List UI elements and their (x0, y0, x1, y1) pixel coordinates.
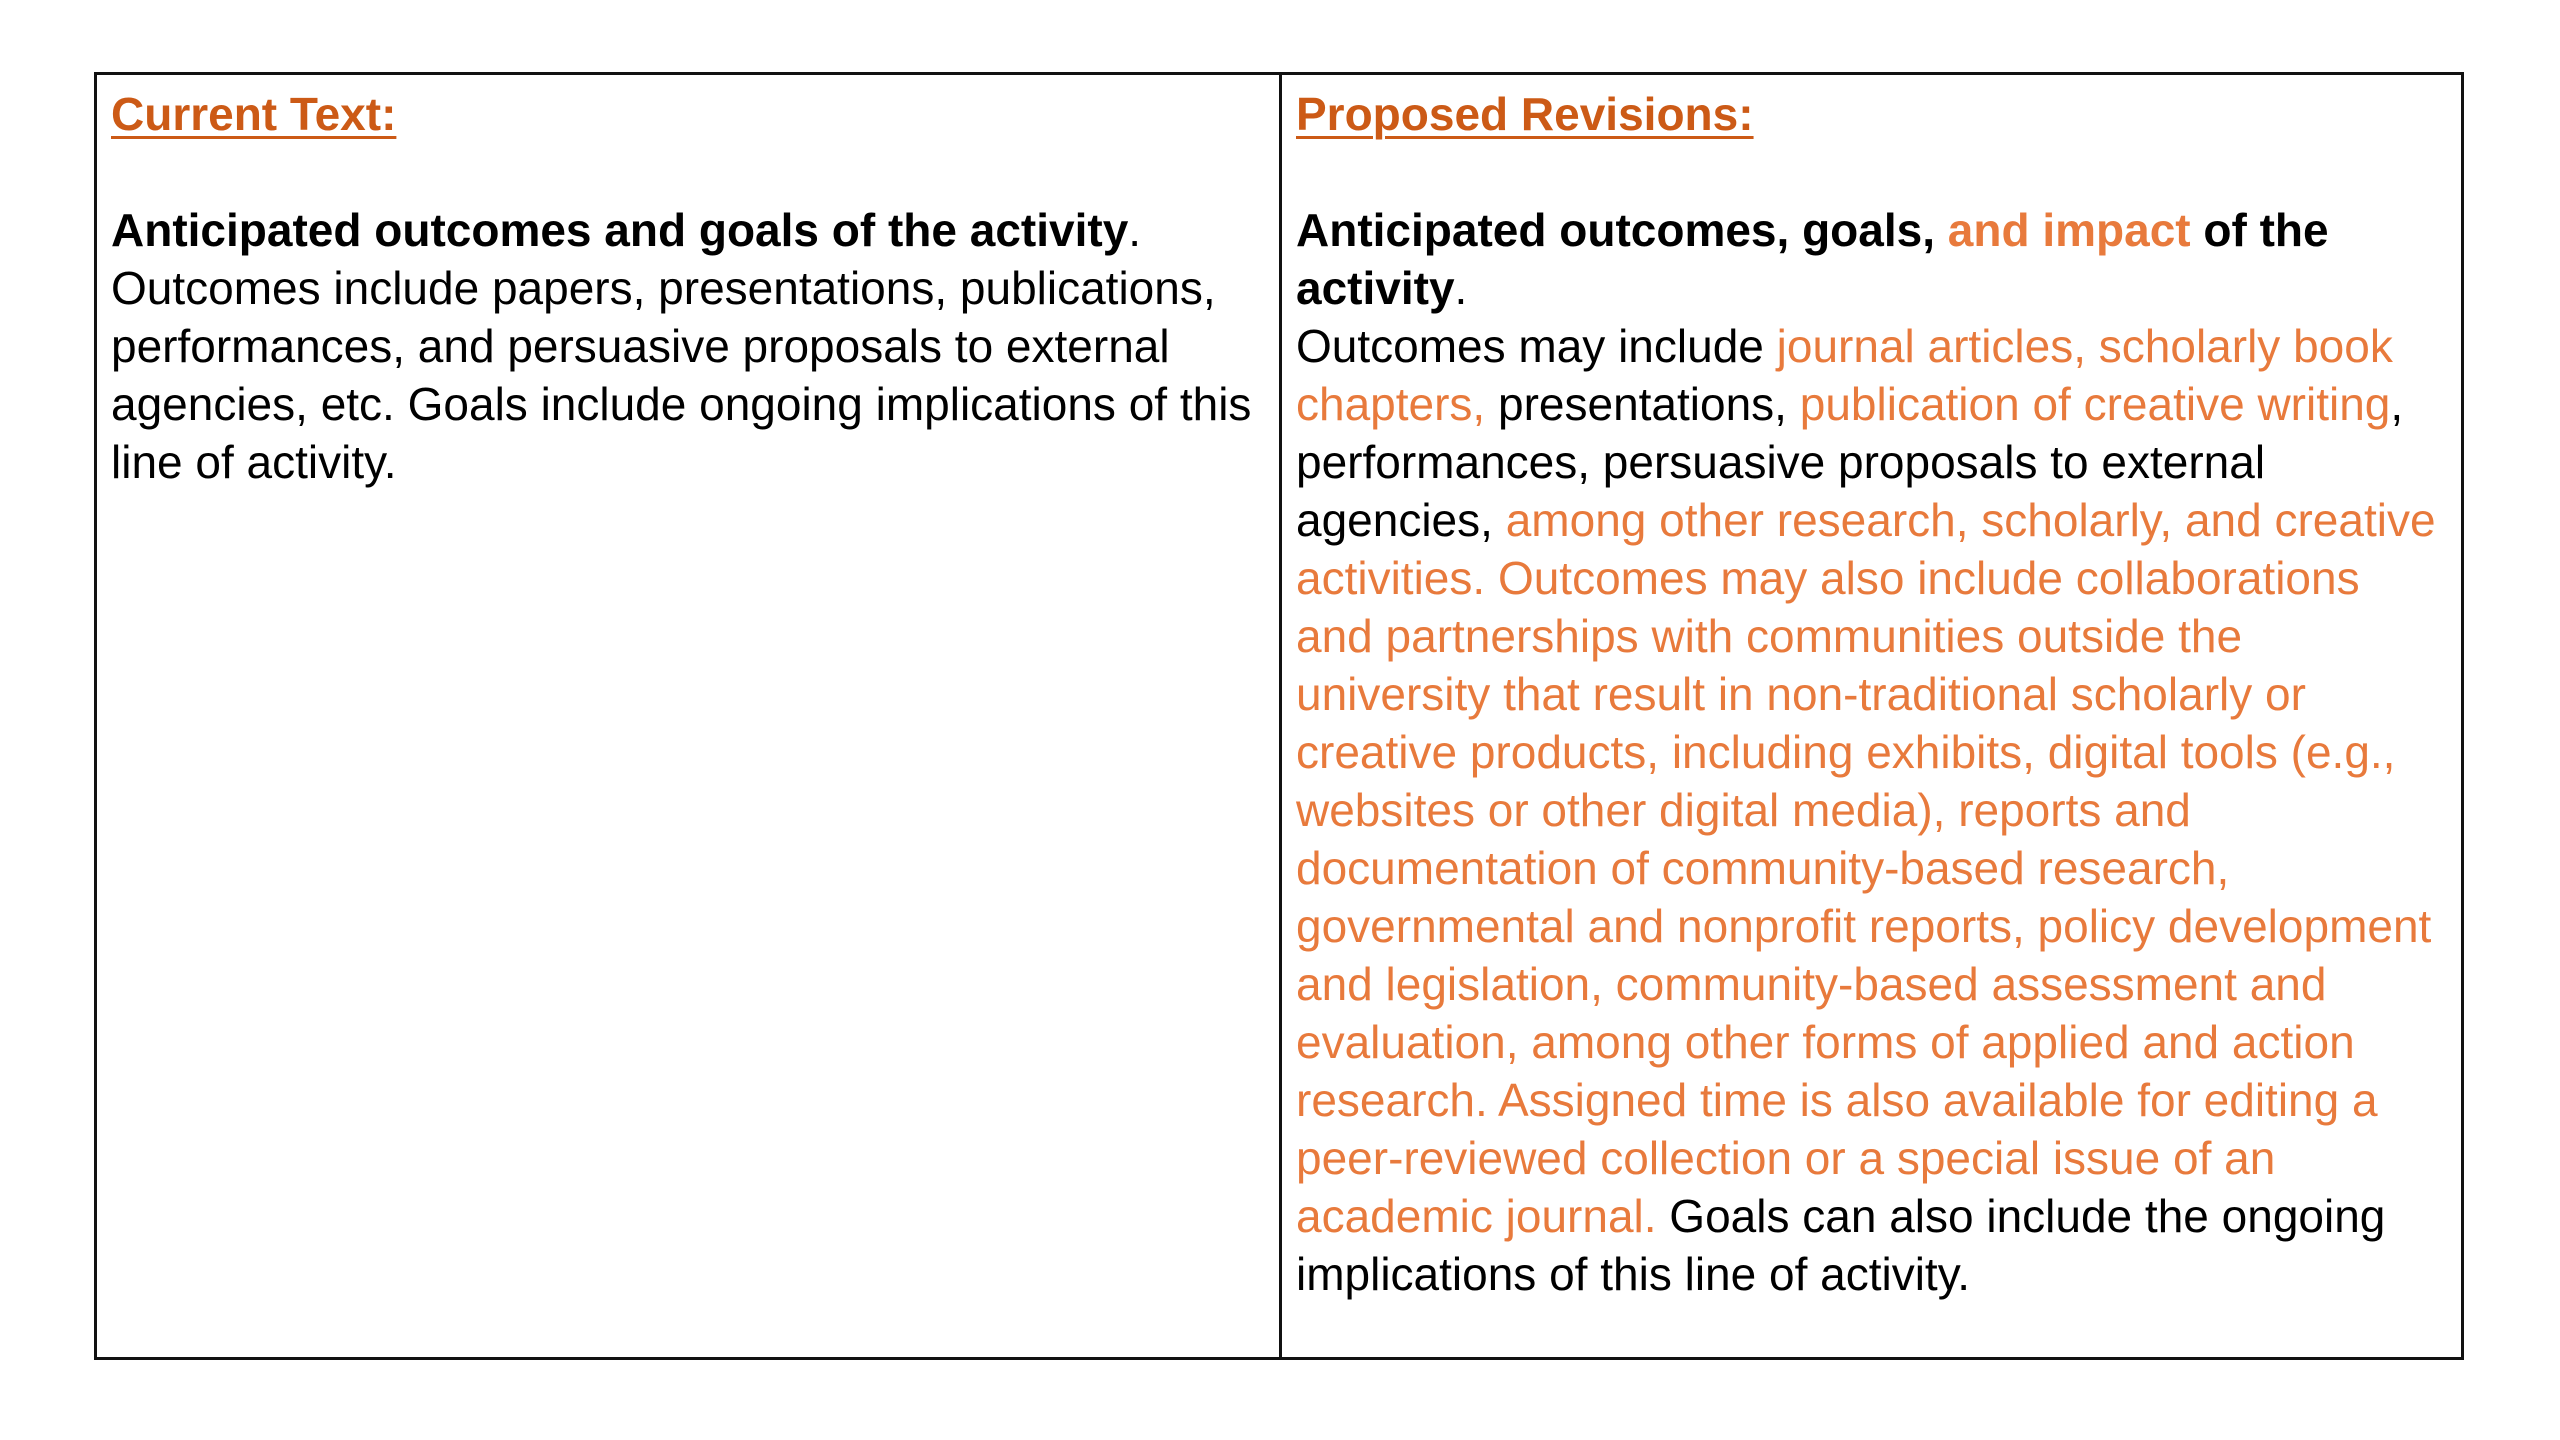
proposed-seg2-added: journal articles, scholarly book chapters, (1296, 320, 2393, 430)
proposed-seg4-added: publication of creative writing (1799, 378, 2391, 430)
proposed-title-part1: Anticipated outcomes, goals, (1296, 204, 1948, 256)
proposed-revisions-column (1282, 75, 2461, 1357)
proposed-seg7: Goals can also include the ongoing implications of this line of activity. (1296, 1190, 2386, 1300)
current-text-heading: Current Text: (111, 88, 397, 140)
proposed-seg5: , performances, persuasive proposals to external agencies, (1296, 378, 2404, 546)
proposed-title-part2: of the activity (1296, 204, 2329, 314)
current-text-paragraph (111, 201, 1265, 491)
proposed-revisions-heading: Proposed Revisions: (1296, 88, 1754, 140)
proposed-seg1: Outcomes may include (1296, 320, 1777, 372)
proposed-body (1296, 317, 2447, 1303)
proposed-title (1296, 201, 2447, 317)
current-body: Outcomes include papers, presentations, publications, performances, and persuasive proposals to external agencies, etc. Goals include ongoing implications of this line of activity. (111, 262, 1252, 488)
proposed-title-period: . (1454, 262, 1468, 314)
heading-spacer (1296, 143, 2447, 201)
heading-spacer (111, 143, 1265, 201)
proposed-seg6-added: among other research, scholarly, and creative activities. Outcomes may also include collaborations and partnerships with communities outside the university that result in non-traditional scholarly or creative products, including exhibits, digital tools (e.g., websites or other digital media), reports and documentation of community-based research, governmental and nonprofit reports, policy development and legislation, community-based assessment and evaluation, among other forms of applied and action research. Assigned time is also available for editing a peer-reviewed collection or a special issue of an academic journal. (1296, 494, 2436, 1242)
comparison-table (94, 72, 2464, 1360)
current-title: Anticipated outcomes and goals of the activity (111, 204, 1129, 256)
current-text-column (97, 75, 1282, 1357)
current-title-period: . (1128, 204, 1142, 256)
proposed-seg3: presentations, (1485, 378, 1800, 430)
proposed-title-added: and impact (1947, 204, 2191, 256)
